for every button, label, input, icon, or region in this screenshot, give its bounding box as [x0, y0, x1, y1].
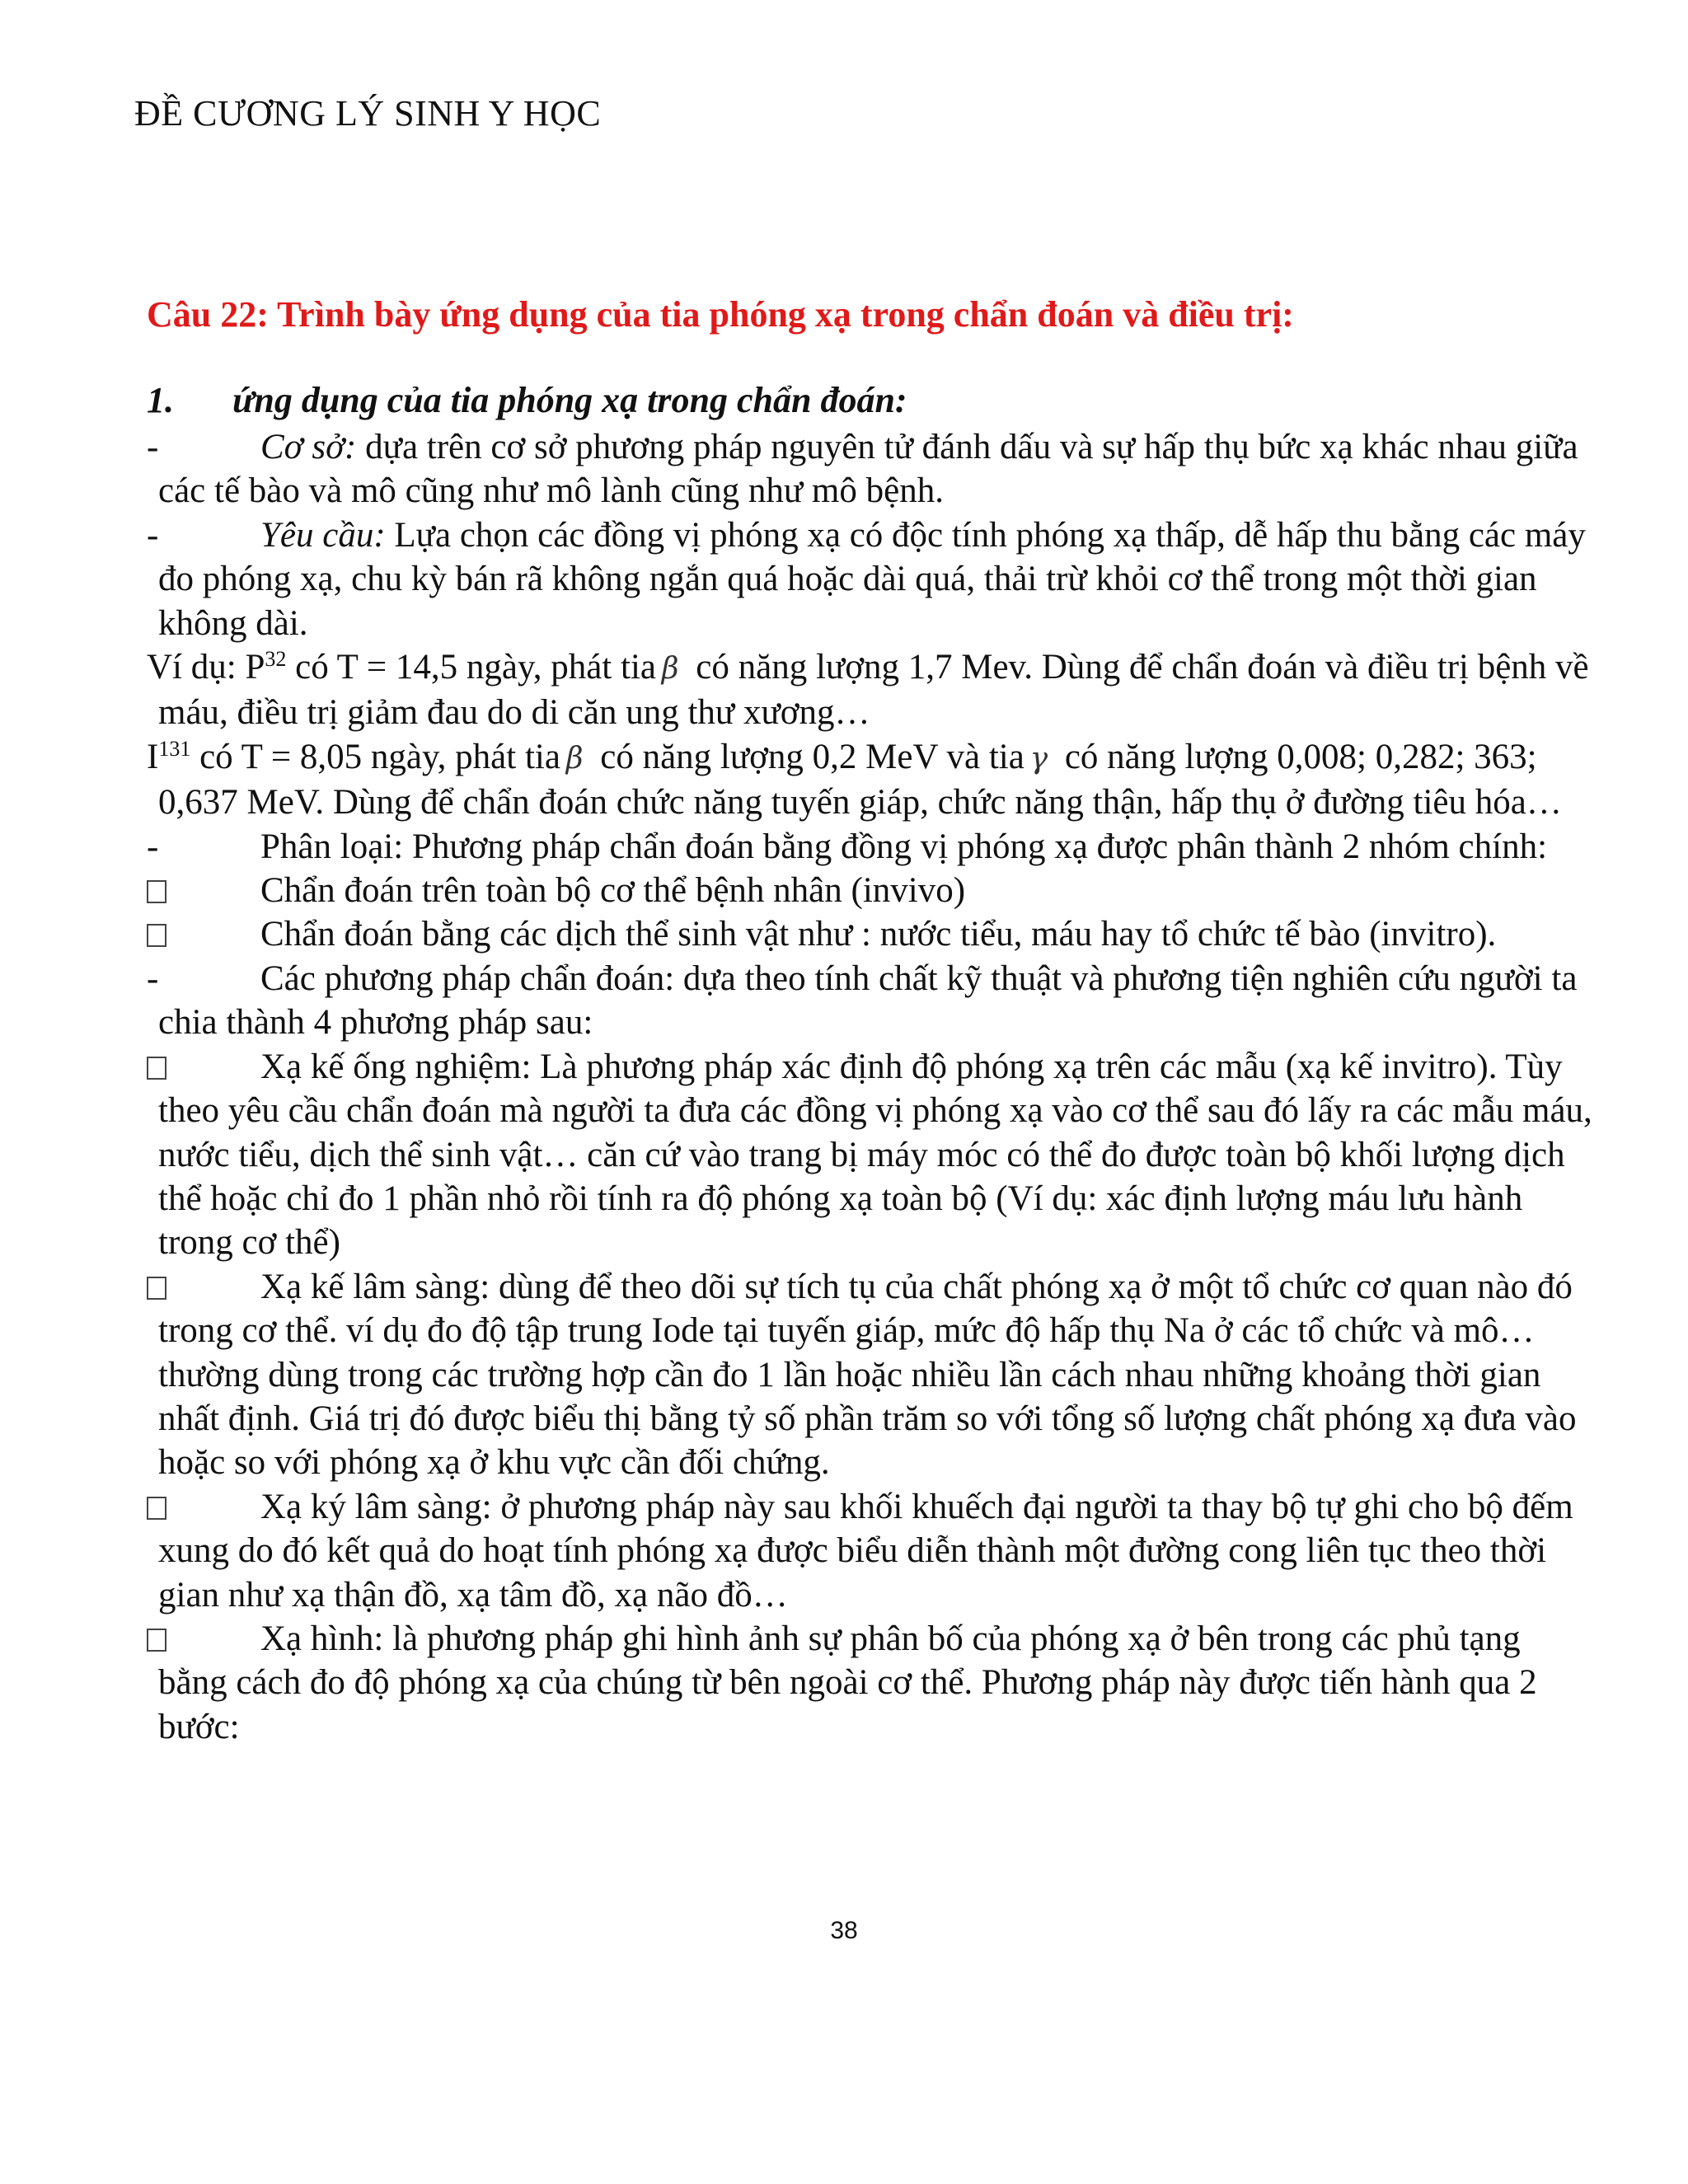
section-heading	[147, 379, 907, 421]
text-coso: dựa trên cơ sở phương pháp nguyên tử đánh dấu và sự hấp thụ bức xạ khác nhau giữa các tế bào và mô cũng như mô lành cũng như mô bệnh.	[158, 428, 1578, 511]
square-bullet-icon	[147, 1629, 166, 1652]
isotope-superscript: 32	[265, 647, 287, 672]
text-invivo: Chẩn đoán trên toàn bộ cơ thể bệnh nhân (invivo)	[260, 871, 966, 911]
bullet-xake-ls	[147, 1265, 1597, 1485]
i131-text: có năng lượng 0,008; 0,282; 363; 0,637 MeV. Dùng để chẩn đoán chức năng tuyến giáp, chức năng thận, hấp thụ ở đường tiêu hóa…	[158, 737, 1562, 823]
vidu-text: có năng lượng 1,7 Mev. Dùng để chẩn đoán và điều trị bệnh về máu, điều trị giảm đau do di căn ung thư xương…	[158, 648, 1589, 733]
text-yeucau: Lựa chọn các đồng vị phóng xạ có độc tính phóng xạ thấp, dễ hấp thu bằng các máy đo phóng xạ, chu kỳ bán rã không ngắn quá hoặc dài quá, thải trừ khỏi cơ thể trong một thời gian không dài.	[158, 515, 1586, 643]
bullet-xaky-ls	[147, 1485, 1597, 1617]
square-bullet-icon	[147, 1277, 166, 1300]
text-xake-ls: Xạ kế lâm sàng: dùng để theo dõi sự tích tụ của chất phóng xạ ở một tổ chức cơ quan nào đó trong cơ thể. ví dụ đo độ tập trung Iode tại tuyến giáp, mức độ hấp thụ Na ở các tổ chức và mô… thường dùng trong các trường hợp cần đo 1 lần hoặc nhiều lần cách nhau những khoảng thời gian nhất định. Giá trị đó được biểu thị bằng tỷ số phần trăm so với tổng số lượng chất phóng xạ đưa vào hoặc so với phóng xạ ở khu vực cần đối chứng.	[158, 1267, 1577, 1483]
square-bullet-icon	[147, 1497, 166, 1520]
beta-symbol: β	[565, 741, 584, 776]
dash-marker: -	[147, 428, 159, 466]
document-body	[147, 425, 1597, 1749]
paragraph-phanloai	[147, 825, 1597, 869]
square-bullet-icon	[147, 1057, 166, 1080]
paragraph-vidu-p32	[147, 645, 1597, 735]
paragraph-i131	[147, 735, 1597, 825]
section-title: ứng dụng của tia phóng xạ trong chẩn đoán:	[232, 380, 907, 420]
question-title: Câu 22: Trình bày ứng dụng của tia phóng xạ trong chẩn đoán và điều trị:	[147, 294, 1294, 335]
dash-marker: -	[147, 958, 159, 998]
text-xake-ong: Xạ kế ống nghiệm: Là phương pháp xác định độ phóng xạ trên các mẫu (xạ kế invitro). Tùy theo yêu cầu chẩn đoán mà người ta đưa các đồng vị phóng xạ vào cơ thể sau đó lấy ra các mẫu máu, nước tiểu, dịch thể sinh vật… căn cứ vào trang bị máy móc có thể đo được toàn bộ khối lượng dịch thể hoặc chỉ đo 1 phần nhỏ rồi tính ra độ phóng xạ toàn bộ (Ví dụ: xác định lượng máu lưu hành trong cơ thể)	[158, 1047, 1592, 1263]
text-xaky-ls: Xạ ký lâm sàng: ở phương pháp này sau khối khuếch đại người ta thay bộ tự ghi cho bộ đếm xung do đó kết quả do hoạt tính phóng xạ được biểu diễn thành một đường cong liên tục theo thời gian như xạ thận đồ, xạ tâm đồ, xạ não đồ…	[158, 1487, 1573, 1615]
bullet-invitro	[147, 912, 1597, 956]
section-number: 1.	[147, 380, 174, 420]
paragraph-cacpp	[147, 957, 1597, 1045]
i131-text: có năng lượng 0,2 MeV và tia	[591, 737, 1034, 776]
beta-symbol: β	[661, 652, 679, 687]
text-phanloai: Phân loại: Phương pháp chẩn đoán bằng đồng vị phóng xạ được phân thành 2 nhóm chính:	[260, 827, 1548, 866]
bullet-invivo	[147, 869, 1597, 912]
text-xahinh: Xạ hình: là phương pháp ghi hình ảnh sự phân bố của phóng xạ ở bên trong các phủ tạng bằng cách đo độ phóng xạ của chúng từ bên ngoài cơ thể. Phương pháp này được tiến hành qua 2 bước:	[158, 1619, 1537, 1746]
paragraph-yeucau	[147, 513, 1597, 645]
square-bullet-icon	[147, 924, 166, 947]
document-header: ĐỀ CƯƠNG LÝ SINH Y HỌC	[134, 93, 602, 134]
square-bullet-icon	[147, 880, 166, 903]
gamma-symbol: γ	[1029, 741, 1048, 776]
label-coso: Cơ sở:	[260, 428, 357, 466]
bullet-xake-ong	[147, 1045, 1597, 1265]
label-yeucau: Yêu cầu:	[260, 515, 386, 555]
text-cacpp: Các phương pháp chẩn đoán: dựa theo tính chất kỹ thuật và phương tiện nghiên cứu người ta chia thành 4 phương pháp sau:	[158, 958, 1578, 1043]
i131-text: có T = 8,05 ngày, phát tia	[190, 737, 570, 776]
dash-marker: -	[147, 515, 159, 555]
isotope-superscript: 131	[158, 736, 191, 761]
page-number: 38	[830, 1917, 858, 1944]
i131-text: I	[147, 737, 159, 776]
vidu-text: có T = 14,5 ngày, phát tia	[286, 648, 665, 687]
text-invitro: Chẩn đoán bằng các dịch thể sinh vật như : nước tiểu, máu hay tổ chức tế bào (invitro).	[260, 915, 1497, 954]
paragraph-coso	[147, 425, 1597, 513]
bullet-xahinh	[147, 1617, 1597, 1749]
vidu-text: Ví dụ: P	[147, 648, 265, 687]
dash-marker: -	[147, 827, 159, 866]
